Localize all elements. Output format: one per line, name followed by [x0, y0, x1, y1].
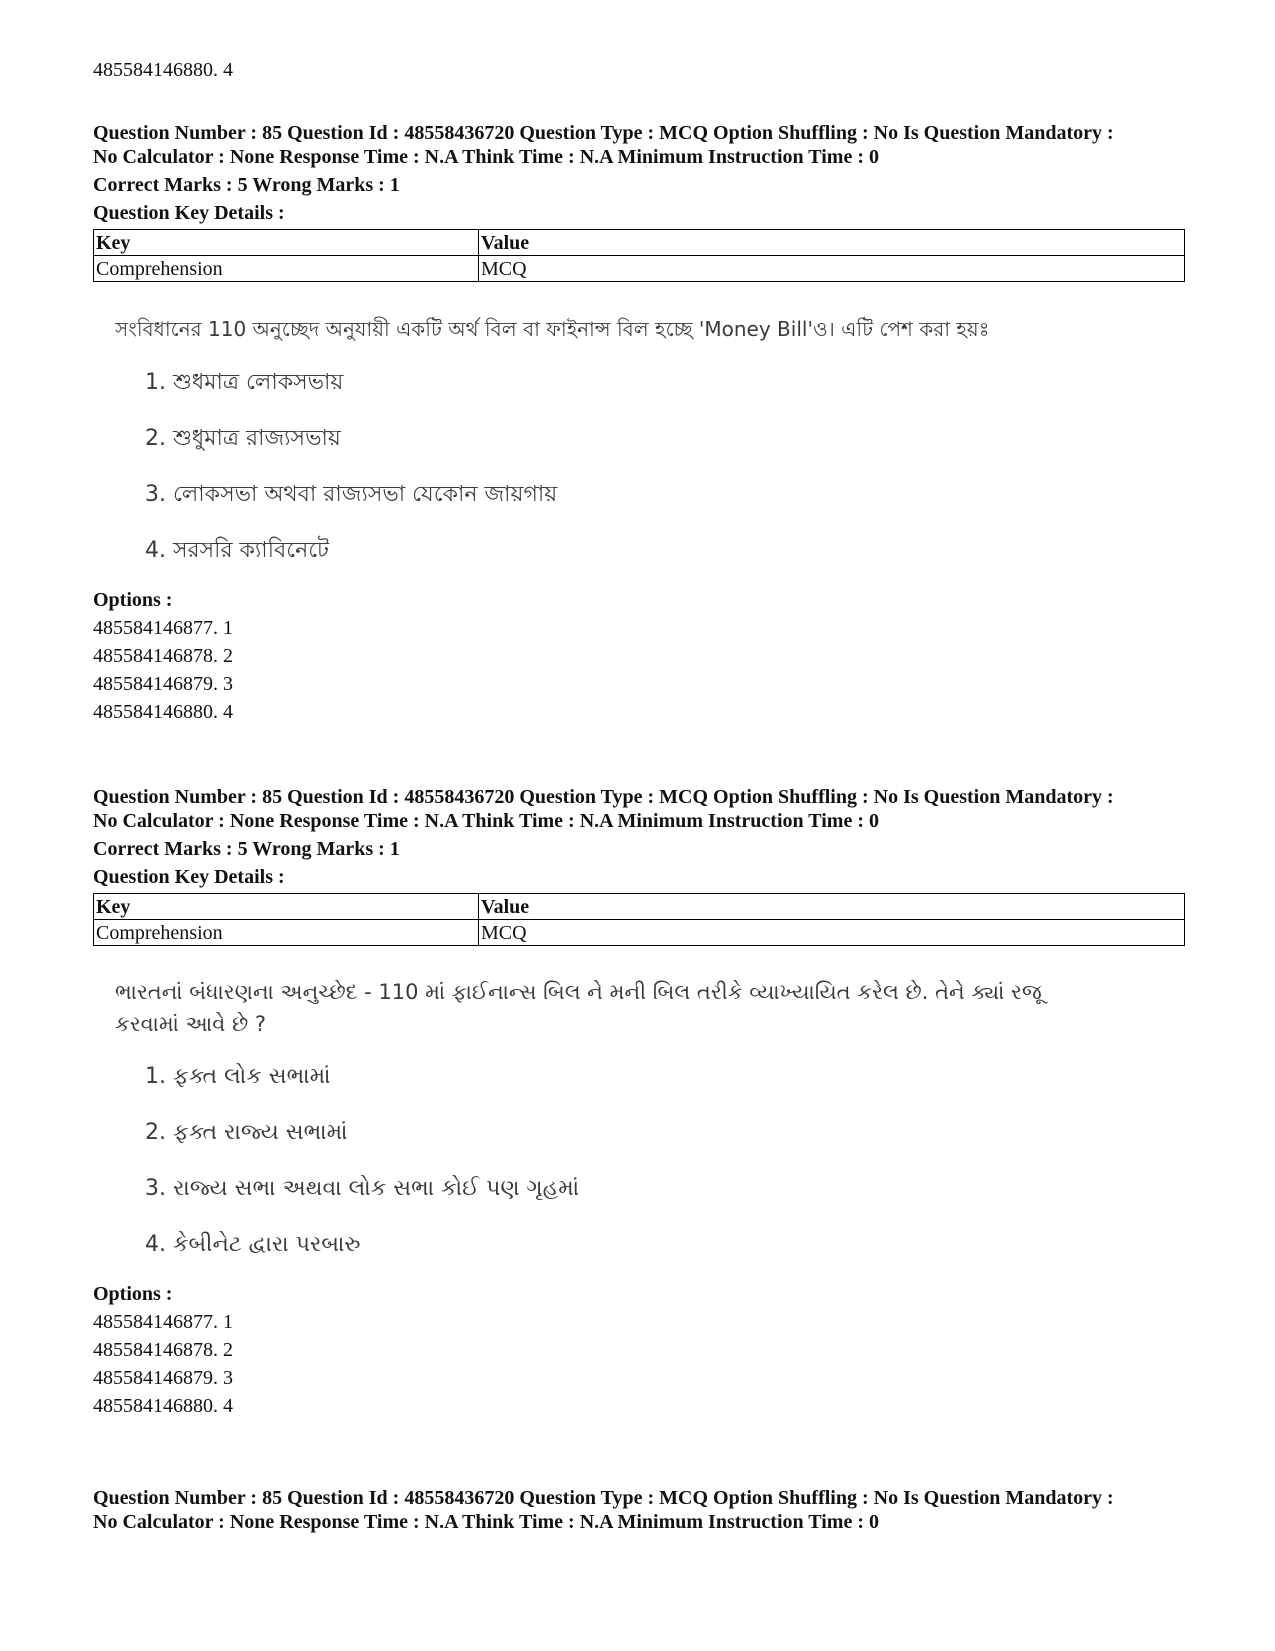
question-text: ભારતનાં બંધારણના અનુચ્છેદ - 110 માં ફાઈનાન્સ બિલ ને મની બિલ તરીકે વ્યાખ્યાયિત કરેલ છે. તેને ક્યાં રજૂ કરવામાં આવે છે ?: [115, 980, 1042, 1036]
option-line: 485584146878. 2: [93, 1339, 233, 1361]
table-header-value: Value: [479, 230, 1185, 256]
choice-item: 4. કેબીનેટ દ્વારા પરબારુ: [145, 1232, 361, 1257]
question-block: [93, 1486, 1114, 1534]
choice-item: 2. ફક્ત રાજ્ય સભામાં: [145, 1120, 348, 1145]
option-line: 485584146879. 3: [93, 673, 233, 695]
table-cell-value: MCQ: [479, 256, 1185, 282]
option-line: 485584146878. 2: [93, 645, 233, 667]
question-image: [93, 312, 1195, 566]
question-text: সংবিধানের 110 অনুচ্ছেদ অনুযায়ী একটি অর্থ বিল বা ফাইনান্স বিল হচ্ছে 'Money Bill'ও। এটি পেশ করা হয়ঃ: [115, 317, 990, 341]
table-cell-value: MCQ: [479, 920, 1185, 946]
option-line: 485584146877. 1: [93, 1311, 233, 1333]
marks-line: Correct Marks : 5 Wrong Marks : 1: [93, 174, 400, 196]
question-block: [93, 121, 1195, 724]
table-header-key: Key: [94, 230, 479, 256]
question-image: [93, 976, 1185, 1260]
choice-item: 3. লোকসভা অথবা রাজ্যসভা যেকোন জায়গায়: [145, 482, 558, 507]
question-header-line: Question Number : 85 Question Id : 48558436720 Question Type : MCQ Option Shuffling : No Is Question Mandatory :: [93, 1487, 1114, 1509]
choice-item: 2. শুধুমাত্র রাজ্যসভায়: [145, 426, 341, 451]
option-line: 485584146879. 3: [93, 1367, 233, 1389]
key-details-label: Question Key Details :: [93, 202, 285, 224]
table-header-key: Key: [94, 894, 479, 920]
question-block: [93, 785, 1185, 1418]
choice-item: 3. રાજ્ય સભા અથવા લોક સભા કોઈ પણ ગૃહમાં: [145, 1176, 580, 1201]
question-header-line: Question Number : 85 Question Id : 48558436720 Question Type : MCQ Option Shuffling : No Is Question Mandatory :: [93, 786, 1114, 808]
choice-item: 1. শুধমাত্র লোকসভায়: [145, 370, 344, 395]
question-header-line: No Calculator : None Response Time : N.A Think Time : N.A Minimum Instruction Time : 0: [93, 810, 879, 832]
options-label: Options :: [93, 1283, 173, 1305]
option-line: 485584146880. 4: [93, 1395, 233, 1417]
key-details-label: Question Key Details :: [93, 866, 285, 888]
marks-line: Correct Marks : 5 Wrong Marks : 1: [93, 838, 400, 860]
question-header-line: No Calculator : None Response Time : N.A Think Time : N.A Minimum Instruction Time : 0: [93, 146, 879, 168]
key-details-table: [93, 893, 1185, 946]
key-details-table: [93, 229, 1185, 282]
option-line: 485584146880. 4: [93, 701, 233, 723]
options-label: Options :: [93, 589, 173, 611]
option-line: 485584146880. 4: [93, 59, 233, 81]
question-header-line: No Calculator : None Response Time : N.A Think Time : N.A Minimum Instruction Time : 0: [93, 1511, 879, 1533]
question-header-line: Question Number : 85 Question Id : 48558436720 Question Type : MCQ Option Shuffling : No Is Question Mandatory :: [93, 122, 1114, 144]
choice-item: 4. সরসরি ক্যাবিনেটে: [145, 538, 330, 563]
option-line: 485584146877. 1: [93, 617, 233, 639]
table-cell-key: Comprehension: [94, 920, 479, 946]
table-header-value: Value: [479, 894, 1185, 920]
choice-item: 1. ફક્ત લોક સભામાં: [145, 1064, 331, 1089]
table-cell-key: Comprehension: [94, 256, 479, 282]
